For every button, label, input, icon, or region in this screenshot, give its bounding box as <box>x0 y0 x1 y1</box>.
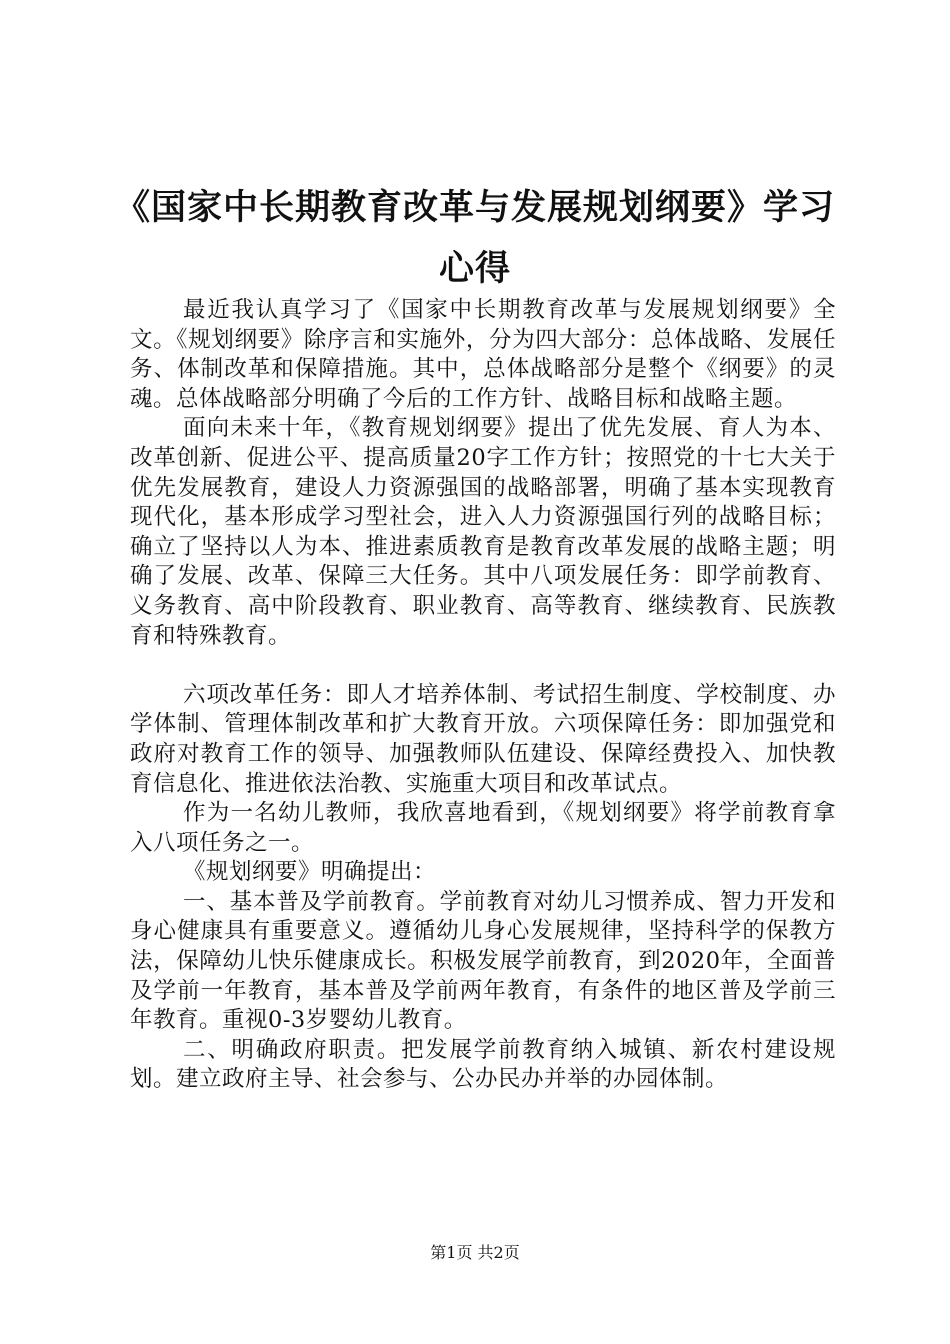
paragraph-point-two: 二、明确政府职责。把发展学前教育纳入城镇、新农村建设规划。建立政府主导、社会参与、公办民办并举的办园体制。 <box>130 1036 836 1093</box>
document-title-line-2: 心得 <box>438 249 511 289</box>
paragraph-reform-tasks: 六项改革任务：即人才培养体制、考试招生制度、学校制度、办学体制、管理体制改革和扩大教育开放。六项保障任务：即加强党和政府对教育工作的领导、加强教师队伍建设、保障经费投入、加快教育信息化、推进依法治教、实施重大项目和改革试点。 <box>130 681 836 797</box>
paragraph-spacer <box>130 651 836 681</box>
paragraph-outline-intro: 《规划纲要》明确提出： <box>183 859 437 886</box>
paragraph-intro: 最近我认真学习了《国家中长期教育改革与发展规划纲要》全文。《规划纲要》除序言和实施外，分为四大部分：总体战略、发展任务、体制改革和保障措施。其中，总体战略部分是整个《纲要》的灵魂。总体战略部分明确了今后的工作方针、战略目标和战略主题。 <box>130 297 836 412</box>
page-footer: 第1页 共2页 <box>430 1243 520 1262</box>
paragraph-teacher-view: 作为一名幼儿教师，我欣喜地看到，《规划纲要》将学前教育拿入八项任务之一。 <box>130 800 836 856</box>
paragraph-point-one: 一、基本普及学前教育。学前教育对幼儿习惯养成、智力开发和身心健康具有重要意义。遵循幼儿身心发展规律，坚持科学的保教方法，保障幼儿快乐健康成长。积极发展学前教育，到2020年，全面普及学前一年教育，基本普及学前两年教育，有条件的地区普及学前三年教育。重视0-3岁婴幼儿教育。 <box>130 888 836 1034</box>
paragraph-guidelines: 面向未来十年，《教育规划纲要》提出了优先发展、育人为本、改革创新、促进公平、提高质量20字工作方针；按照党的十七大关于优先发展教育，建设人力资源强国的战略部署，明确了基本实现教育现代化，基本形成学习型社会，进入人力资源强国行列的战略目标；确立了坚持以人为本、推进素质教育是教育改革发展的战略主题；明确了发展、改革、保障三大任务。其中八项发展任务：即学前教育、义务教育、高中阶段教育、职业教育、高等教育、继续教育、民族教育和特殊教育。 <box>130 415 836 649</box>
document-body <box>130 296 836 1095</box>
document-title-line-1: 《国家中长期教育改革与发展规划纲要》学习 <box>114 188 835 228</box>
